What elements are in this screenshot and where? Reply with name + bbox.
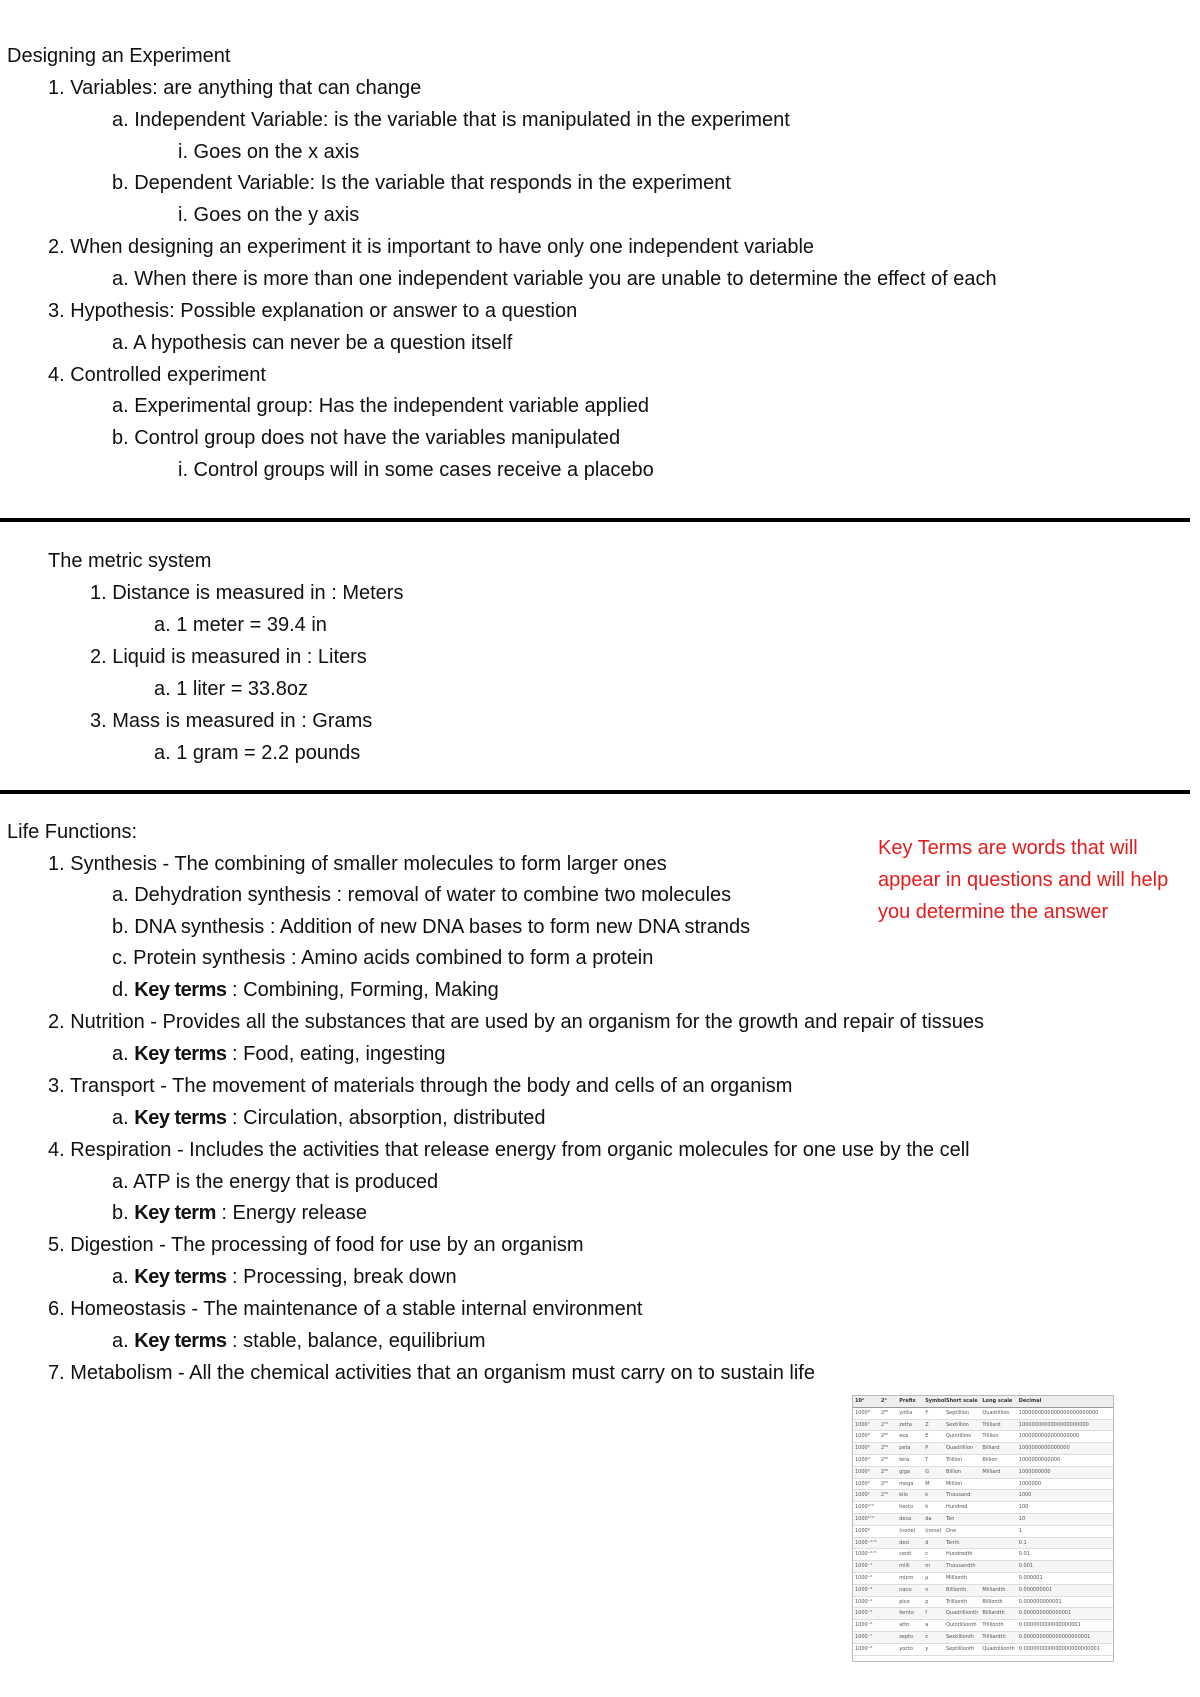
column-header: Symbol [923, 1396, 944, 1407]
table-cell: Trillion [944, 1454, 980, 1466]
table-cell: 2⁷⁰ [879, 1419, 897, 1431]
list-item: 1. Synthesis - The combining of smaller molecules to form larger ones [48, 853, 667, 875]
table-cell: f [923, 1608, 944, 1620]
table-cell: 1000⁰ [853, 1525, 879, 1537]
table-cell: 2³⁰ [879, 1466, 897, 1478]
list-item: a. A hypothesis can never be a question itself [112, 332, 513, 354]
list-item: 2. When designing an experiment it is important to have only one independent variable [48, 236, 815, 258]
table-cell [879, 1549, 897, 1561]
table-row [853, 1596, 1113, 1608]
table-cell: 0.01 [1017, 1549, 1113, 1561]
key-terms-text: : Energy release [215, 1202, 368, 1224]
list-item: a. 1 liter = 33.8oz [154, 678, 308, 700]
table-cell: femto [897, 1608, 923, 1620]
table-cell: 1000² [853, 1478, 879, 1490]
table-cell: P [923, 1443, 944, 1455]
table-cell: 1000⁻² [853, 1572, 879, 1584]
table-cell: p [923, 1596, 944, 1608]
table-row [853, 1443, 1113, 1455]
table-cell [879, 1525, 897, 1537]
list-item: b. Control group does not have the variables manipulated [112, 427, 621, 449]
list-item: 1. Variables: are anything that can change [48, 77, 422, 99]
table-cell: Z [923, 1419, 944, 1431]
table-cell: a [923, 1620, 944, 1632]
table-cell: 1000¹ᐟ³ [853, 1513, 879, 1525]
list-item: a. Dehydration synthesis : removal of water to combine two molecules [112, 884, 732, 906]
table-cell: yotta [897, 1407, 923, 1419]
table-cell [980, 1490, 1016, 1502]
list-item: 3. Transport - The movement of materials through the body and cells of an organism [48, 1075, 793, 1097]
table-cell: Million [944, 1478, 980, 1490]
table-cell: 1000000000 [1017, 1466, 1113, 1478]
section-title: The metric system [48, 550, 212, 572]
table-cell: Quintillion [944, 1431, 980, 1443]
list-marker: d. [112, 979, 129, 1001]
table-cell [980, 1561, 1016, 1573]
key-terms-text: : Combining, Forming, Making [226, 979, 499, 1001]
table-body [853, 1407, 1113, 1655]
table-row [853, 1608, 1113, 1620]
list-item: 2. Liquid is measured in : Liters [90, 646, 367, 668]
table-cell [879, 1561, 897, 1573]
table-cell: 0.1 [1017, 1537, 1113, 1549]
list-item: 4. Controlled experiment [48, 364, 266, 386]
key-terms-label: Key terms [134, 979, 227, 1001]
table-cell: Quadrillion [944, 1443, 980, 1455]
list-marker: a. [112, 1043, 129, 1065]
table-cell: 0.000000001 [1017, 1584, 1113, 1596]
key-terms-text: : Processing, break down [226, 1266, 457, 1288]
table-cell: giga [897, 1466, 923, 1478]
table-cell [980, 1549, 1016, 1561]
table-cell: 2⁴⁰ [879, 1454, 897, 1466]
table-cell: 1000⁻²ᐟ³ [853, 1549, 879, 1561]
table-cell: micro [897, 1572, 923, 1584]
table-cell: n [923, 1584, 944, 1596]
table-row [853, 1549, 1113, 1561]
table-cell: E [923, 1431, 944, 1443]
table-row [853, 1431, 1113, 1443]
key-terms-text: : stable, balance, equilibrium [226, 1330, 486, 1352]
table-cell: da [923, 1513, 944, 1525]
table-row [853, 1631, 1113, 1643]
list-marker: b. [112, 1202, 129, 1224]
table-cell: deci [897, 1537, 923, 1549]
list-item: b. Dependent Variable: Is the variable that responds in the experiment [112, 172, 731, 194]
table-cell: Milliardth [980, 1584, 1016, 1596]
list-item: a. ATP is the energy that is produced [112, 1171, 439, 1193]
table-cell: m [923, 1561, 944, 1573]
table-cell: 1000⁻⁴ [853, 1596, 879, 1608]
table-row [853, 1407, 1113, 1419]
table-cell: Billionth [980, 1596, 1016, 1608]
table-cell: Sextillion [944, 1419, 980, 1431]
key-terms-text: : Food, eating, ingesting [226, 1043, 446, 1065]
table-cell [980, 1478, 1016, 1490]
table-cell [879, 1596, 897, 1608]
table-cell: zetta [897, 1419, 923, 1431]
list-item: a. 1 meter = 39.4 in [154, 614, 327, 636]
column-header: Decimal [1017, 1396, 1113, 1407]
list-item: 2. Nutrition - Provides all the substances that are used by an organism for the growth and repair of tissues [48, 1011, 985, 1033]
table-cell: 1000⁷ [853, 1419, 879, 1431]
table-cell [879, 1572, 897, 1584]
table-cell: 1000000000000000 [1017, 1443, 1113, 1455]
table-cell: T [923, 1454, 944, 1466]
table-cell: 1000³ [853, 1466, 879, 1478]
table-cell: Ten [944, 1513, 980, 1525]
list-marker: a. [112, 1330, 129, 1352]
table-cell: 1000⁸ [853, 1407, 879, 1419]
table-cell [879, 1584, 897, 1596]
table-cell [980, 1537, 1016, 1549]
table-row [853, 1561, 1113, 1573]
table-row [853, 1490, 1113, 1502]
table-cell: 1000²ᐟ³ [853, 1502, 879, 1514]
list-item [112, 1329, 486, 1353]
table-cell: 1000⁶ [853, 1431, 879, 1443]
table-cell: zepto [897, 1631, 923, 1643]
list-item [112, 1201, 367, 1225]
list-item [112, 1265, 457, 1289]
table-cell: M [923, 1478, 944, 1490]
list-item: i. Control groups will in some cases receive a placebo [178, 459, 654, 481]
table-cell: Tenth [944, 1537, 980, 1549]
table-cell: Milliard [980, 1466, 1016, 1478]
section-title: Designing an Experiment [7, 45, 231, 67]
note-line: Key Terms are words that will [878, 837, 1138, 859]
table-cell: 0.000000000000000000001 [1017, 1631, 1113, 1643]
table-cell: Billion [944, 1466, 980, 1478]
key-terms-label: Key terms [134, 1330, 227, 1352]
table-row [853, 1502, 1113, 1514]
table-cell [980, 1502, 1016, 1514]
key-terms-label: Key terms [134, 1043, 227, 1065]
table-cell: 100 [1017, 1502, 1113, 1514]
table-cell: 2²⁰ [879, 1478, 897, 1490]
table-cell: 0.000000000000000000000001 [1017, 1643, 1113, 1655]
table-cell: Trillion [980, 1431, 1016, 1443]
key-terms-text: : Circulation, absorption, distributed [226, 1107, 546, 1129]
list-item: 1. Distance is measured in : Meters [90, 582, 404, 604]
table-cell: Trilliardth [980, 1631, 1016, 1643]
table-cell: 1000⁻³ [853, 1584, 879, 1596]
table-cell: 0.000000000000000001 [1017, 1620, 1113, 1632]
table-cell: kilo [897, 1490, 923, 1502]
table-cell: y [923, 1643, 944, 1655]
list-item: 3. Mass is measured in : Grams [90, 710, 373, 732]
table-cell: k [923, 1490, 944, 1502]
table-cell: deca [897, 1513, 923, 1525]
table-row [853, 1513, 1113, 1525]
table-row [853, 1584, 1113, 1596]
table-cell [879, 1502, 897, 1514]
table-cell: 1000⁻¹ [853, 1561, 879, 1573]
table-cell: Thousand [944, 1490, 980, 1502]
column-header: Long scale [980, 1396, 1016, 1407]
table-cell: 1000⁻⁸ [853, 1643, 879, 1655]
list-item [112, 978, 499, 1002]
table-cell: Septillion [944, 1407, 980, 1419]
table-cell: pico [897, 1596, 923, 1608]
table-cell: 1000⁻⁷ [853, 1631, 879, 1643]
table-cell: yocto [897, 1643, 923, 1655]
list-item: i. Goes on the y axis [178, 204, 360, 226]
table-cell [980, 1525, 1016, 1537]
table-cell: Quintillionth [944, 1620, 980, 1632]
table-cell: 1000⁻¹ᐟ³ [853, 1537, 879, 1549]
table-cell: Quadrillionth [944, 1608, 980, 1620]
table-cell: Quadrillionth [980, 1643, 1016, 1655]
table-cell [879, 1513, 897, 1525]
table-cell [879, 1537, 897, 1549]
column-header: Short scale [944, 1396, 980, 1407]
key-terms-label: Key terms [134, 1107, 227, 1129]
table-cell [879, 1620, 897, 1632]
table-cell: (none) [897, 1525, 923, 1537]
key-term-label: Key term [134, 1202, 216, 1224]
table-row [853, 1454, 1113, 1466]
table-cell: G [923, 1466, 944, 1478]
section-divider [0, 518, 1190, 522]
metric-prefix-table [852, 1395, 1114, 1662]
table-cell: Trillionth [980, 1620, 1016, 1632]
section-title: Life Functions: [7, 821, 138, 843]
list-item: a. Experimental group: Has the independent variable applied [112, 395, 650, 417]
list-item: a. When there is more than one independent variable you are unable to determine the effect of each [112, 268, 997, 290]
key-terms-note [878, 832, 1198, 928]
table-cell: milli [897, 1561, 923, 1573]
table-cell: exa [897, 1431, 923, 1443]
table-cell: Billion [980, 1454, 1016, 1466]
table-cell: 2⁵⁰ [879, 1443, 897, 1455]
table-cell: 1000000000000000000000000 [1017, 1407, 1113, 1419]
table-cell: Quadrillion [980, 1407, 1016, 1419]
table-cell: centi [897, 1549, 923, 1561]
table-cell: Trillionth [944, 1596, 980, 1608]
table-row [853, 1478, 1113, 1490]
table-cell: 0.000000000001 [1017, 1596, 1113, 1608]
table-row [853, 1537, 1113, 1549]
table-cell: 2¹⁰ [879, 1490, 897, 1502]
table-cell: 1000⁴ [853, 1454, 879, 1466]
table-cell: Hundred [944, 1502, 980, 1514]
table-cell: 0.001 [1017, 1561, 1113, 1573]
table-cell: Y [923, 1407, 944, 1419]
table-cell: Billionth [944, 1584, 980, 1596]
note-line: you determine the answer [878, 901, 1109, 923]
table-cell [879, 1631, 897, 1643]
table-cell: Millionth [944, 1572, 980, 1584]
list-item: c. Protein synthesis : Amino acids combined to form a protein [112, 947, 654, 969]
list-marker: a. [112, 1107, 129, 1129]
table-cell: μ [923, 1572, 944, 1584]
table-cell [980, 1572, 1016, 1584]
list-item: 3. Hypothesis: Possible explanation or answer to a question [48, 300, 578, 322]
table-cell: 2⁶⁰ [879, 1431, 897, 1443]
list-item: 4. Respiration - Includes the activities that release energy from organic molecules for one use by the cell [48, 1139, 970, 1161]
table-cell [879, 1608, 897, 1620]
key-terms-label: Key terms [134, 1266, 227, 1288]
column-header: Prefix [897, 1396, 923, 1407]
list-item: i. Goes on the x axis [178, 141, 360, 163]
table-cell: 1000⁻⁶ [853, 1620, 879, 1632]
column-header: 10ⁿ [853, 1396, 879, 1407]
list-item: 5. Digestion - The processing of food for use by an organism [48, 1234, 584, 1256]
table-cell: 0.000000000000001 [1017, 1608, 1113, 1620]
table-cell: 0.000001 [1017, 1572, 1113, 1584]
table-cell: 1000000000000000000 [1017, 1431, 1113, 1443]
table-cell: Billiardth [980, 1608, 1016, 1620]
table-cell: 10 [1017, 1513, 1113, 1525]
table-cell: hecto [897, 1502, 923, 1514]
table-cell: One [944, 1525, 980, 1537]
table-cell: 1 [1017, 1525, 1113, 1537]
table-cell: 1000⁵ [853, 1443, 879, 1455]
table-cell: Septillionth [944, 1643, 980, 1655]
table-row [853, 1525, 1113, 1537]
note-line: appear in questions and will help [878, 869, 1169, 891]
table-row [853, 1643, 1113, 1655]
table-cell: (none) [923, 1525, 944, 1537]
column-header: 2ⁿ [879, 1396, 897, 1407]
table-cell: z [923, 1631, 944, 1643]
table-cell: 1000 [1017, 1490, 1113, 1502]
list-marker: a. [112, 1266, 129, 1288]
table-cell: tera [897, 1454, 923, 1466]
list-item: 6. Homeostasis - The maintenance of a stable internal environment [48, 1298, 643, 1320]
table-cell: d [923, 1537, 944, 1549]
list-item [112, 1042, 446, 1066]
table-row [853, 1620, 1113, 1632]
table-cell: peta [897, 1443, 923, 1455]
list-item: b. DNA synthesis : Addition of new DNA bases to form new DNA strands [112, 916, 751, 938]
list-item [112, 1106, 546, 1130]
table-cell: Trilliard [980, 1419, 1016, 1431]
table-cell: atto [897, 1620, 923, 1632]
list-item: a. 1 gram = 2.2 pounds [154, 742, 361, 764]
list-item: 7. Metabolism - All the chemical activities that an organism must carry on to sustain life [48, 1362, 815, 1384]
table-row [853, 1419, 1113, 1431]
table-cell: Sextillionth [944, 1631, 980, 1643]
table-cell [879, 1643, 897, 1655]
table-cell: Billiard [980, 1443, 1016, 1455]
table-cell: 1000000000000 [1017, 1454, 1113, 1466]
list-item: a. Independent Variable: is the variable that is manipulated in the experiment [112, 109, 790, 131]
table-cell: Hundredth [944, 1549, 980, 1561]
table-header-row [853, 1396, 1113, 1407]
table-cell: Thousandth [944, 1561, 980, 1573]
table-row [853, 1572, 1113, 1584]
table-row [853, 1466, 1113, 1478]
table-cell: 1000000 [1017, 1478, 1113, 1490]
table-cell: nano [897, 1584, 923, 1596]
table-cell: 1000⁻⁵ [853, 1608, 879, 1620]
table-cell: 2⁸⁰ [879, 1407, 897, 1419]
table-cell: mega [897, 1478, 923, 1490]
table-cell: 1000¹ [853, 1490, 879, 1502]
table-cell [980, 1513, 1016, 1525]
table-cell: 1000000000000000000000 [1017, 1419, 1113, 1431]
table-cell: h [923, 1502, 944, 1514]
section-divider [0, 790, 1190, 794]
table-cell: c [923, 1549, 944, 1561]
